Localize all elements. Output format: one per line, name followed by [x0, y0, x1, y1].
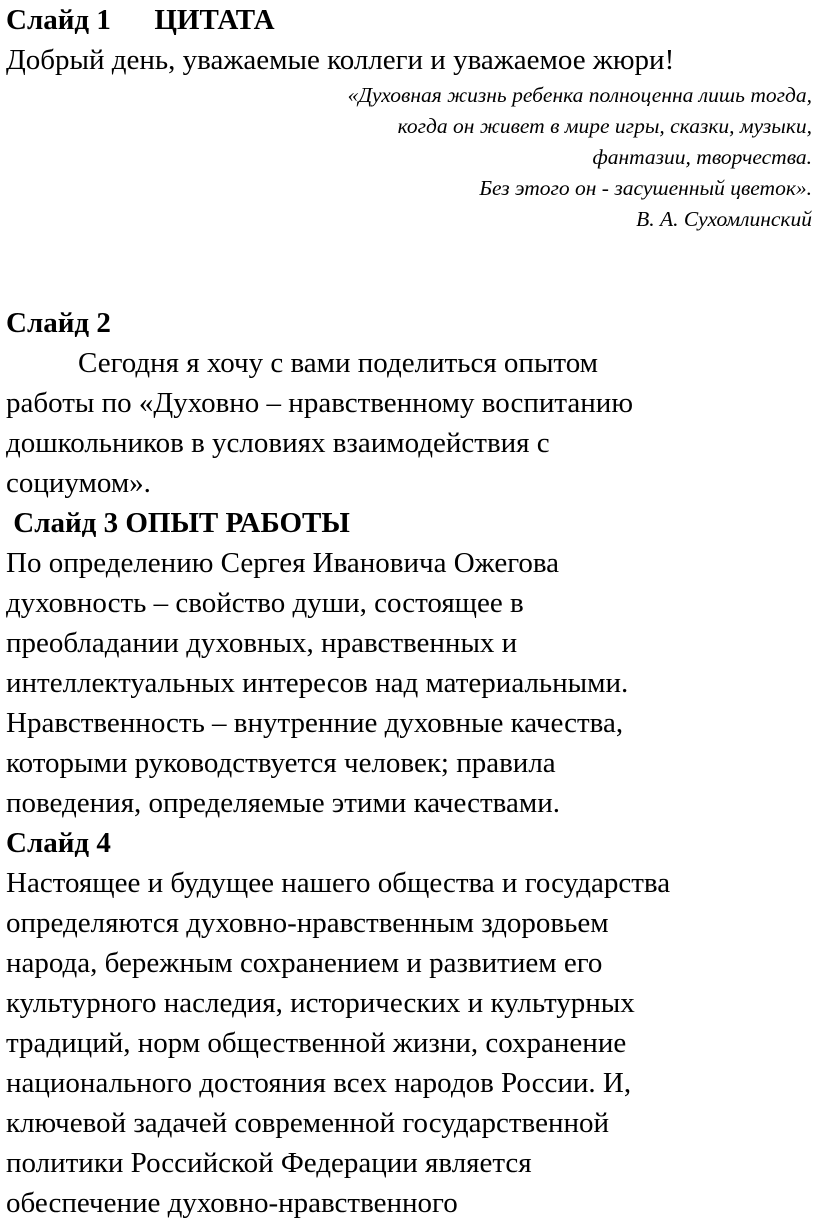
quote-author: В. А. Сухомлинский	[636, 207, 812, 231]
paragraph-line: ключевой задачей современной государственной	[6, 1107, 610, 1139]
paragraph-line: определяются духовно-нравственным здоровьем	[6, 907, 609, 939]
slide-4-heading: Слайд 4	[6, 827, 111, 859]
paragraph-line: национального достояния всех народов России. И,	[6, 1067, 632, 1099]
paragraph-line: интеллектуальных интересов над материальными.	[6, 667, 629, 699]
spacer	[6, 235, 814, 303]
greeting-text: Добрый день, уважаемые коллеги и уважаемое жюри!	[6, 44, 675, 76]
paragraph-line: политики Российской Федерации является	[6, 1147, 532, 1179]
quote-line: Без этого он - засушенный цветок».	[479, 176, 812, 200]
paragraph-line: дошкольников в условиях взаимодействия с	[6, 427, 550, 459]
quote-line: фантазии, творчества.	[592, 145, 812, 169]
paragraph-line: обеспечение духовно-нравственного	[6, 1187, 458, 1219]
slide-4-paragraph	[6, 863, 814, 1223]
slide-4-section	[6, 823, 814, 1223]
paragraph-line: работы по «Духовно – нравственному воспитанию	[6, 387, 633, 419]
paragraph-line: духовность – свойство души, состоящее в	[6, 587, 524, 619]
paragraph-line: поведения, определяемые этими качествами.	[6, 787, 560, 819]
quote-line: «Духовная жизнь ребенка полноценна лишь тогда,	[347, 83, 812, 107]
paragraph-line: культурного наследия, исторических и культурных	[6, 987, 635, 1019]
paragraph-line: преобладании духовных, нравственных и	[6, 627, 518, 659]
quote-line: когда он живет в мире игры, сказки, музыки,	[397, 114, 812, 138]
slide-1-section	[6, 0, 814, 235]
slide-1-heading: Слайд 1 ЦИТАТА	[6, 4, 275, 36]
paragraph-line: Сегодня я хочу с вами поделиться опытом	[78, 347, 599, 379]
paragraph-line: народа, бережным сохранением и развитием его	[6, 947, 603, 979]
slide-2-heading: Слайд 2	[6, 307, 111, 339]
slide-2-paragraph	[6, 343, 814, 503]
slide-2-section	[6, 303, 814, 503]
slide-3-section	[6, 503, 814, 823]
paragraph-line: социумом».	[6, 467, 151, 499]
paragraph-line: традиций, норм общественной жизни, сохранение	[6, 1027, 627, 1059]
epigraph-quote	[6, 80, 814, 235]
slide-3-paragraph	[6, 543, 814, 823]
paragraph-line: Настоящее и будущее нашего общества и государства	[6, 867, 671, 899]
slide-3-heading: Слайд 3 ОПЫТ РАБОТЫ	[6, 507, 350, 539]
paragraph-line: которыми руководствуется человек; правила	[6, 747, 556, 779]
paragraph-line: Нравственность – внутренние духовные качества,	[6, 707, 624, 739]
paragraph-line: По определению Сергея Ивановича Ожегова	[6, 547, 560, 579]
document-page	[6, 0, 814, 1223]
